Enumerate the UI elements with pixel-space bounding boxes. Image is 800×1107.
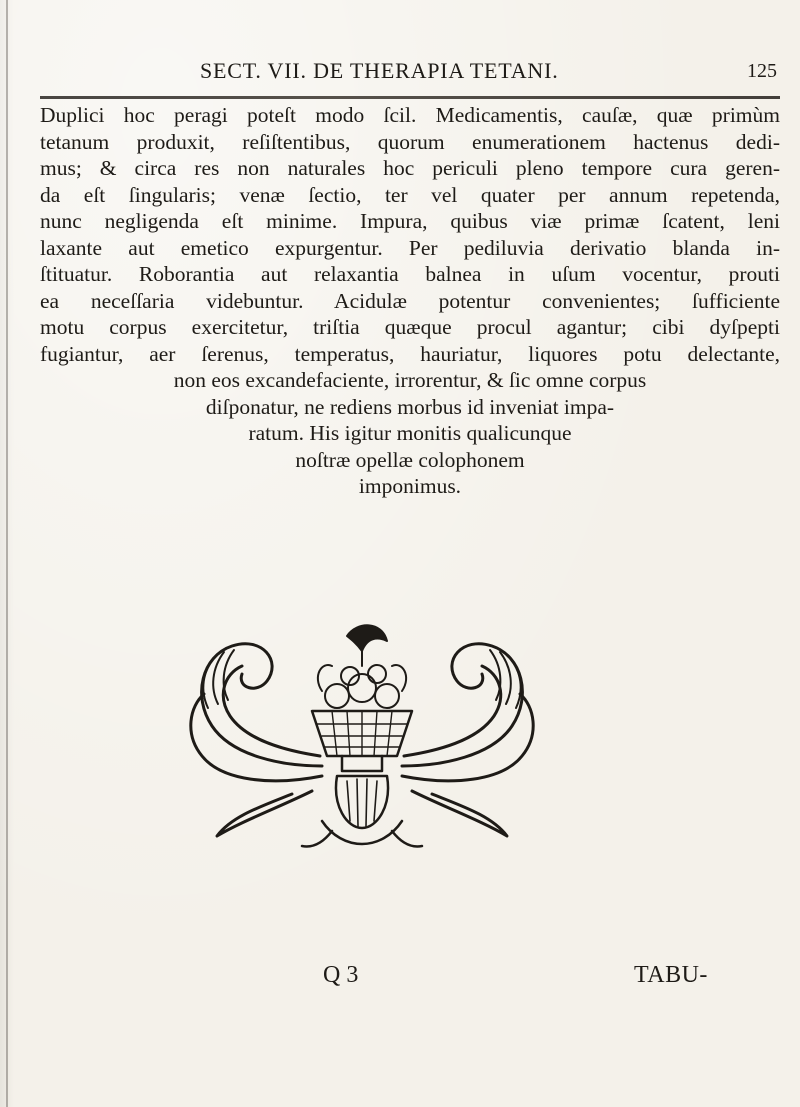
header-rule: [40, 96, 780, 99]
text-line: ratum. His igitur monitis qualicunque: [248, 421, 572, 445]
running-head: [0, 58, 800, 86]
text-line: laxante aut emetico expurgentur. Per pediluvia derivatio blanda in-: [40, 235, 780, 260]
right-scroll-leaf: [402, 644, 533, 836]
signature-mark: Q 3: [323, 962, 359, 988]
text-line: Duplici hoc peragi poteſt modo ſcil. Medicamentis, cauſæ, quæ primùm: [40, 103, 780, 127]
text-line: ea neceſſaria videbuntur. Acidulæ potentur convenientes; ſufficiente: [40, 288, 780, 313]
text-line: motu corpus exercitetur, triſtia quæque procul agantur; cibi dyſpepti: [40, 315, 780, 339]
catchword: TABU-: [634, 962, 708, 988]
text-line: diſponatur, ne rediens morbus id inveniat impa-: [205, 394, 615, 419]
running-title: SECT. VII. DE THERAPIA TETANI.: [200, 58, 559, 83]
text-line: ſtituatur. Roborantia aut relaxantia balnea in uſum vocentur, prouti: [40, 262, 780, 286]
text-line: mus; & circa res non naturales hoc periculi pleno tempore cura geren-: [40, 156, 780, 180]
shell-pendant: [302, 776, 422, 846]
text-line: tetanum produxit, reſiſtentibus, quorum enumerationem hactenus dedi-: [40, 129, 780, 154]
floral-basket-tailpiece-icon: [172, 616, 552, 856]
page-number: 125: [747, 60, 777, 82]
gutter-edge: [6, 0, 8, 1107]
basket: [312, 711, 412, 771]
text-line: da eſt ſingularis; venæ ſectio, ter vel quater per annum repetenda,: [40, 182, 780, 207]
left-scroll-leaf: [191, 644, 322, 836]
text-line: non eos excandefaciente, irrorentur, & ſic omne corpus: [173, 368, 647, 392]
fruit-and-flowers: [318, 625, 406, 708]
text-line: nunc negligenda eſt minime. Impura, quibus viæ primæ ſcatent, leni: [40, 209, 780, 233]
text-line: noſtræ opellæ colophonem: [295, 447, 525, 472]
text-line: imponimus.: [358, 474, 462, 498]
text-line: fugiantur, aer ſerenus, temperatus, hauriatur, liquores potu delectante,: [40, 341, 780, 366]
body-paragraph: [40, 102, 780, 500]
